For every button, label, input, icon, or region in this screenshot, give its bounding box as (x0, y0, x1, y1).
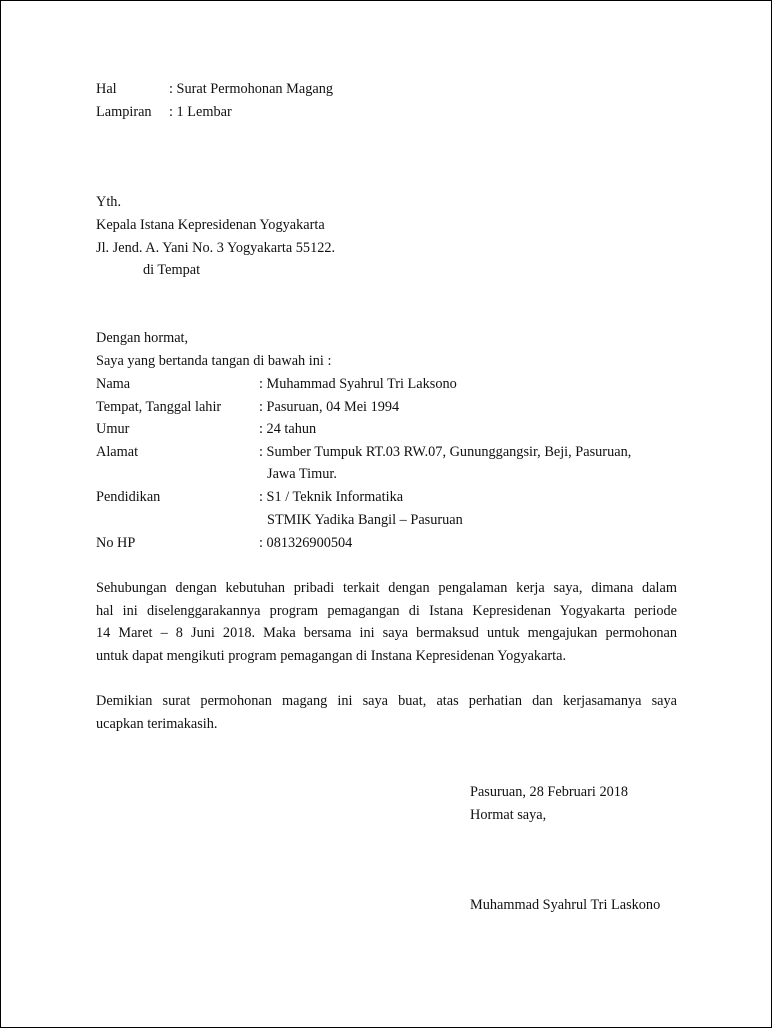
ttl-label: Tempat, Tanggal lahir (96, 399, 222, 415)
nama-label: Nama (96, 376, 131, 392)
pendidikan-value-line2: STMIK Yadika Bangil – Pasuruan (267, 512, 463, 528)
paragraph-line: Sehubungan dengan kebutuhan pribadi terkait dengan pengalaman kerja saya, dimana dalam (96, 580, 677, 596)
hp-value: : 081326900504 (259, 535, 353, 551)
alamat-label: Alamat (96, 444, 139, 460)
recipient-place: di Tempat (143, 262, 201, 278)
intro-text: Saya yang bertanda tangan di bawah ini : (96, 353, 332, 369)
recipient-name: Kepala Istana Kepresidenan Yogyakarta (96, 217, 325, 233)
paragraph-line: 14 Maret – 8 Juni 2018. Maka bersama ini saya bermaksud untuk mengajukan permohonan (96, 625, 677, 642)
hal-label: Hal (96, 81, 117, 97)
body-paragraph-2 (96, 690, 677, 735)
nama-value: : Muhammad Syahrul Tri Laksono (259, 376, 457, 392)
closing-regards: Hormat saya, (470, 807, 547, 823)
salutation: Dengan hormat, (96, 330, 189, 346)
alamat-value-line2: Jawa Timur. (267, 466, 337, 482)
pendidikan-label: Pendidikan (96, 489, 161, 505)
signature-name: Muhammad Syahrul Tri Laskono (470, 897, 661, 913)
alamat-value-line1: : Sumber Tumpuk RT.03 RW.07, Gununggangsir, Beji, Pasuruan, (259, 444, 632, 460)
recipient-greeting: Yth. (96, 194, 122, 210)
lampiran-value: : 1 Lembar (169, 104, 232, 120)
paragraph-line: Demikian surat permohonan magang ini saya buat, atas perhatian dan kerjasamanya saya (96, 693, 677, 709)
lampiran-label: Lampiran (96, 104, 152, 120)
umur-value: : 24 tahun (259, 421, 317, 437)
ttl-value: : Pasuruan, 04 Mei 1994 (259, 399, 400, 415)
umur-label: Umur (96, 421, 130, 437)
recipient-address: Jl. Jend. A. Yani No. 3 Yogyakarta 55122. (96, 240, 336, 256)
body-paragraph-1 (96, 577, 677, 668)
hal-value: : Surat Permohonan Magang (169, 81, 333, 97)
hp-label: No HP (96, 535, 136, 551)
paragraph-line: ucapkan terimakasih. (96, 715, 218, 732)
paragraph-line: untuk dapat mengikuti program pemagangan di Instana Kepresidenan Yogyakarta. (96, 648, 567, 665)
pendidikan-value-line1: : S1 / Teknik Informatika (259, 489, 404, 505)
closing-place-date: Pasuruan, 28 Februari 2018 (470, 784, 629, 800)
paragraph-line: hal ini diselenggarakannya program pemagangan di Istana Kepresidenan Yogyakarta periode (96, 602, 677, 619)
